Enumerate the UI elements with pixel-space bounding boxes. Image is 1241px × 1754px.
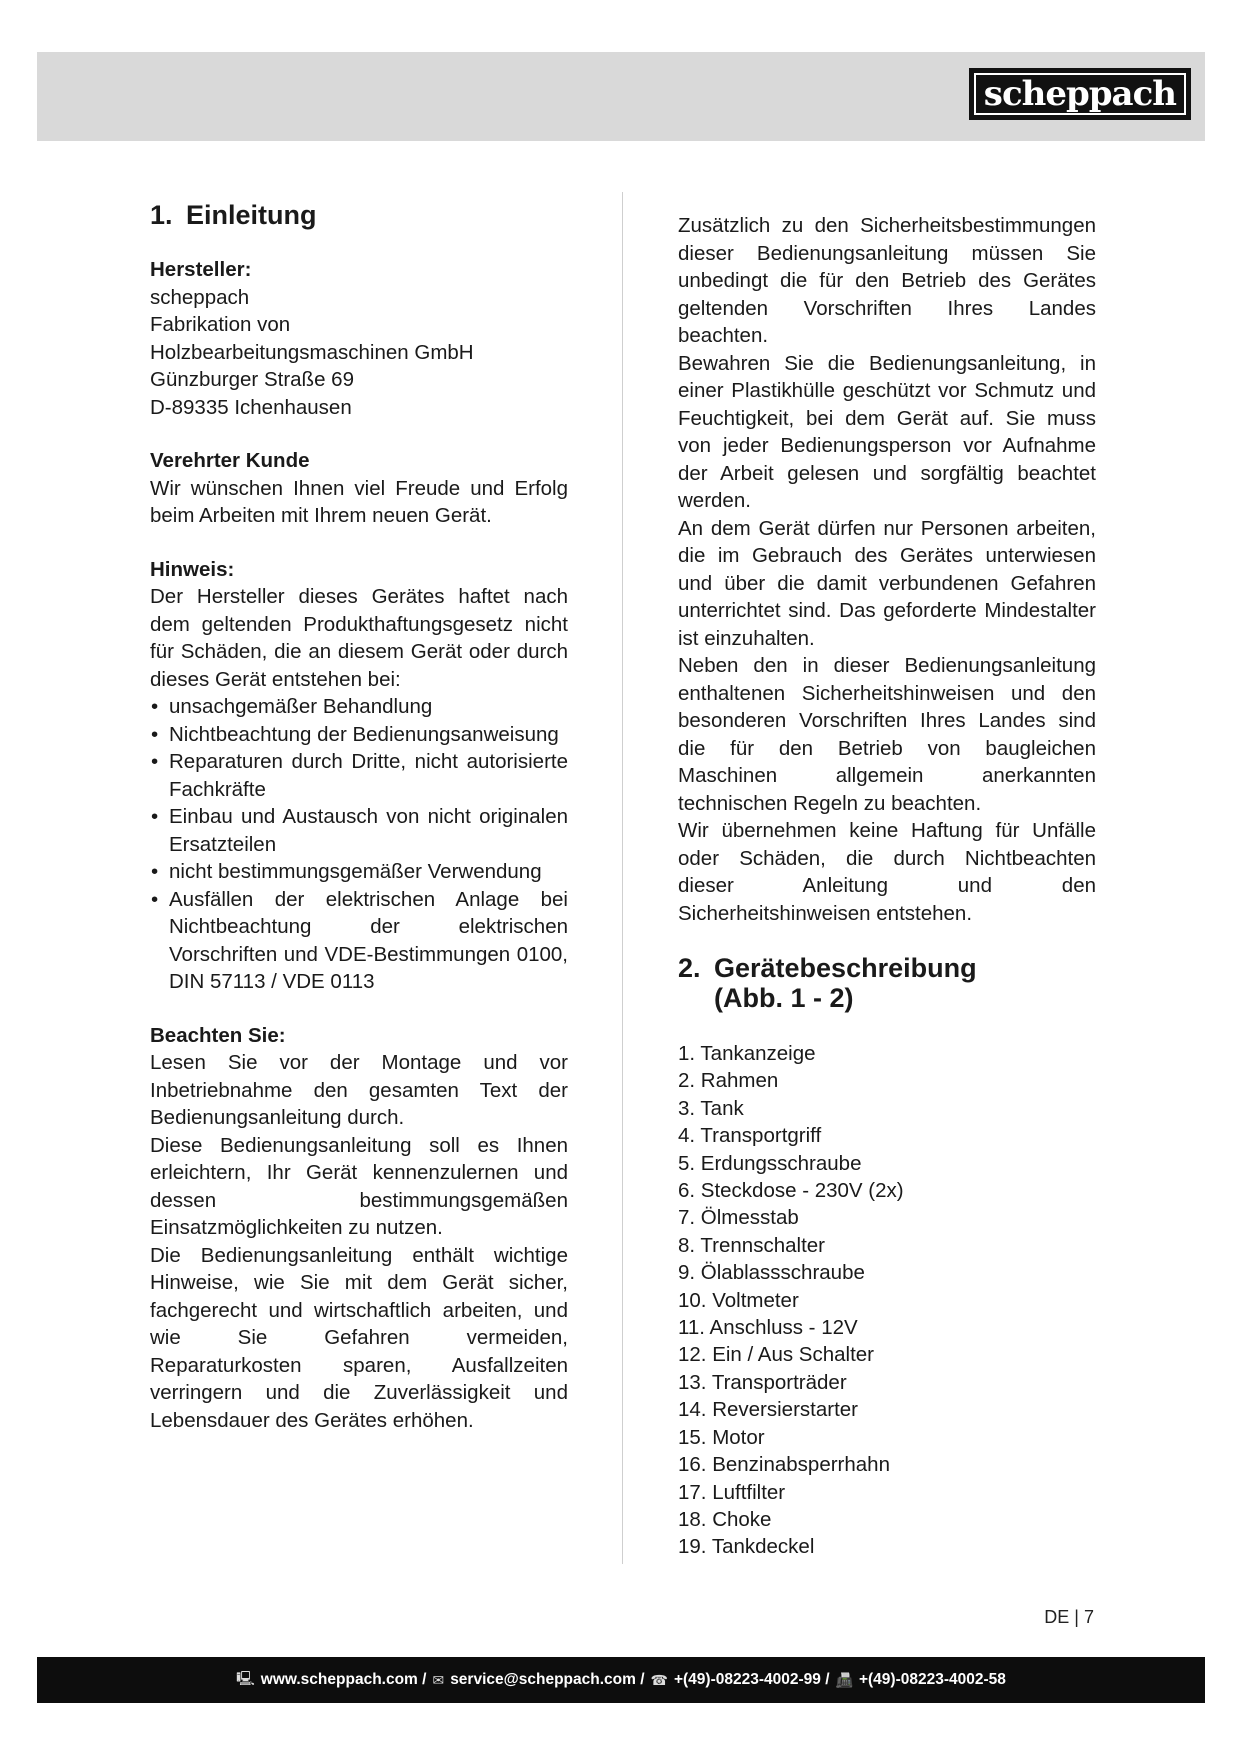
- list-item: 2. Rahmen: [678, 1069, 779, 1093]
- manufacturer-line: Holzbearbeitungsmaschinen GmbH: [150, 340, 474, 364]
- left-column: [150, 200, 568, 1434]
- observe-paragraph: Die Bedienungsanleitung enthält wichtige Hinweise, wie Sie mit dem Gerät sicher, fachgerecht und wirtschaftlich arbeiten, und wie Sie Gefahren vermeiden, Reparaturkosten sparen, Ausfallzeiten verringern und die Zuverlässigkeit und Lebensdauer des Gerätes erhöhen.: [150, 1243, 568, 1432]
- list-item: 18. Choke: [678, 1507, 772, 1531]
- manufacturer-line: Günzburger Straße 69: [150, 368, 354, 391]
- list-item: 5. Erdungsschraube: [678, 1151, 862, 1175]
- observe-paragraph: Diese Bedienungsanleitung soll es Ihnen erleichtern, Ihr Gerät kennenzulernen und dessen bestimmungsgemäßen Einsatzmöglichkeiten zu nutzen.: [150, 1133, 568, 1239]
- section-heading-einleitung: [150, 200, 568, 230]
- section-subtitle: (Abb. 1 - 2): [714, 983, 854, 1013]
- fax-icon: 📠: [835, 1671, 853, 1688]
- section-number: 2.: [678, 953, 701, 983]
- list-item: • Einbau und Austausch von nicht originalen Ersatzteilen: [150, 803, 568, 858]
- customer-heading: Verehrter Kunde: [150, 449, 310, 472]
- observe-paragraph: Lesen Sie vor der Montage und vor Inbetriebnahme den gesamten Text der Bedienungsanleitung durch.: [150, 1051, 568, 1129]
- list-item: 15. Motor: [678, 1425, 765, 1449]
- list-item: 6. Steckdose - 230V (2x): [678, 1179, 904, 1203]
- list-item: • Reparaturen durch Dritte, nicht autorisierte Fachkräfte: [150, 748, 568, 803]
- column-divider: [622, 192, 623, 1564]
- section-title: Gerätebeschreibung: [714, 953, 977, 983]
- safety-paragraph: Zusätzlich zu den Sicherheitsbestimmungen dieser Bedienungsanleitung müssen Sie unbedingt die für den Betrieb des Gerätes geltenden Vorschriften Ihres Landes beachten.: [678, 214, 1096, 347]
- scheppach-logo: scheppach: [969, 68, 1191, 120]
- list-item: • unsachgemäßer Behandlung: [150, 693, 568, 721]
- right-column: [678, 212, 1096, 1561]
- section-number: 1.: [150, 200, 173, 230]
- list-item: 8. Trennschalter: [678, 1233, 825, 1257]
- manufacturer-line: D-89335 Ichenhausen: [150, 395, 352, 419]
- footer-fax: +(49)-08223-4002-58: [858, 1671, 1006, 1688]
- list-item: 1. Tankanzeige: [678, 1042, 816, 1065]
- list-item: 19. Tankdeckel: [678, 1535, 815, 1559]
- list-item: 7. Ölmesstab: [678, 1206, 799, 1230]
- list-item: 9. Ölablassschraube: [678, 1261, 865, 1285]
- safety-paragraph: Wir übernehmen keine Haftung für Unfälle oder Schäden, die durch Nichtbeachten dieser Anleitung und den Sicherheitshinweisen entstehen.: [678, 819, 1096, 925]
- list-item: 14. Reversierstarter: [678, 1398, 859, 1422]
- list-item: • Ausfällen der elektrischen Anlage bei Nichtbeachtung der elektrischen Vorschriften und VDE-Bestimmungen 0100, DIN 57113 / VDE 0113: [150, 886, 568, 996]
- manufacturer-line: Fabrikation von: [150, 313, 291, 336]
- page-number: DE | 7: [1044, 1607, 1094, 1627]
- safety-paragraph: An dem Gerät dürfen nur Personen arbeiten, die im Gebrauch des Gerätes unterwiesen und über die damit verbundenen Gefahren unterrichtet sind. Das geforderte Mindestalter ist einzuhalten.: [678, 516, 1096, 650]
- footer-phone: +(49)-08223-4002-99 /: [673, 1671, 830, 1688]
- list-item: • nicht bestimmungsgemäßer Verwendung: [150, 858, 568, 886]
- footer-website[interactable]: www.scheppach.com /: [260, 1671, 427, 1688]
- footer-band: [37, 1657, 1205, 1703]
- list-item: 16. Benzinabsperrhahn: [678, 1453, 890, 1477]
- header-band: [37, 52, 1205, 141]
- computer-icon: 🖳: [236, 1670, 255, 1686]
- mail-icon: ✉: [432, 1671, 445, 1688]
- note-heading: Hinweis:: [150, 557, 235, 581]
- list-item: 17. Luftfilter: [678, 1480, 786, 1504]
- list-item: • Nichtbeachtung der Bedienungsanweisung: [150, 721, 568, 749]
- section-title: Einleitung: [186, 200, 317, 230]
- manufacturer-heading: Hersteller:: [150, 258, 252, 281]
- list-item: 12. Ein / Aus Schalter: [678, 1343, 875, 1367]
- note-intro: Der Hersteller dieses Gerätes haftet nach dem geltenden Produkthaftungsgesetz nicht für Schäden, die an diesem Gerät oder durch dieses Gerät entstehen bei:: [150, 585, 568, 691]
- phone-icon: ☎: [650, 1671, 668, 1688]
- observe-heading: Beachten Sie:: [150, 1023, 286, 1047]
- list-item: 13. Transporträder: [678, 1370, 847, 1394]
- list-item: 4. Transportgriff: [678, 1124, 822, 1148]
- liability-list: [150, 693, 568, 996]
- list-item: 10. Voltmeter: [678, 1288, 799, 1312]
- customer-text: Wir wünschen Ihnen viel Freude und Erfolg beim Arbeiten mit Ihrem neuen Gerät.: [150, 476, 568, 527]
- list-item: 11. Anschluss - 12V: [678, 1316, 858, 1340]
- manufacturer-line: scheppach: [150, 285, 250, 309]
- section-heading-geraetebeschreibung: [678, 953, 1096, 1013]
- parts-list: [678, 1040, 1096, 1561]
- list-item: 3. Tank: [678, 1096, 744, 1120]
- footer-email[interactable]: service@scheppach.com /: [450, 1671, 645, 1688]
- safety-paragraph: Neben den in dieser Bedienungsanleitung enthaltenen Sicherheitshinweisen und den besonderen Vorschriften Ihres Landes sind die für den Betrieb von baugleichen Maschinen allgemein anerkannten technischen Regeln zu beachten.: [678, 654, 1096, 815]
- safety-paragraph: Bewahren Sie die Bedienungsanleitung, in einer Plastikhülle geschützt vor Schmutz und Feuchtigkeit, bei dem Gerät auf. Sie muss von jeder Bedienungsperson vor Aufnahme der Arbeit gelesen und sorgfältig beachtet werden.: [678, 351, 1096, 512]
